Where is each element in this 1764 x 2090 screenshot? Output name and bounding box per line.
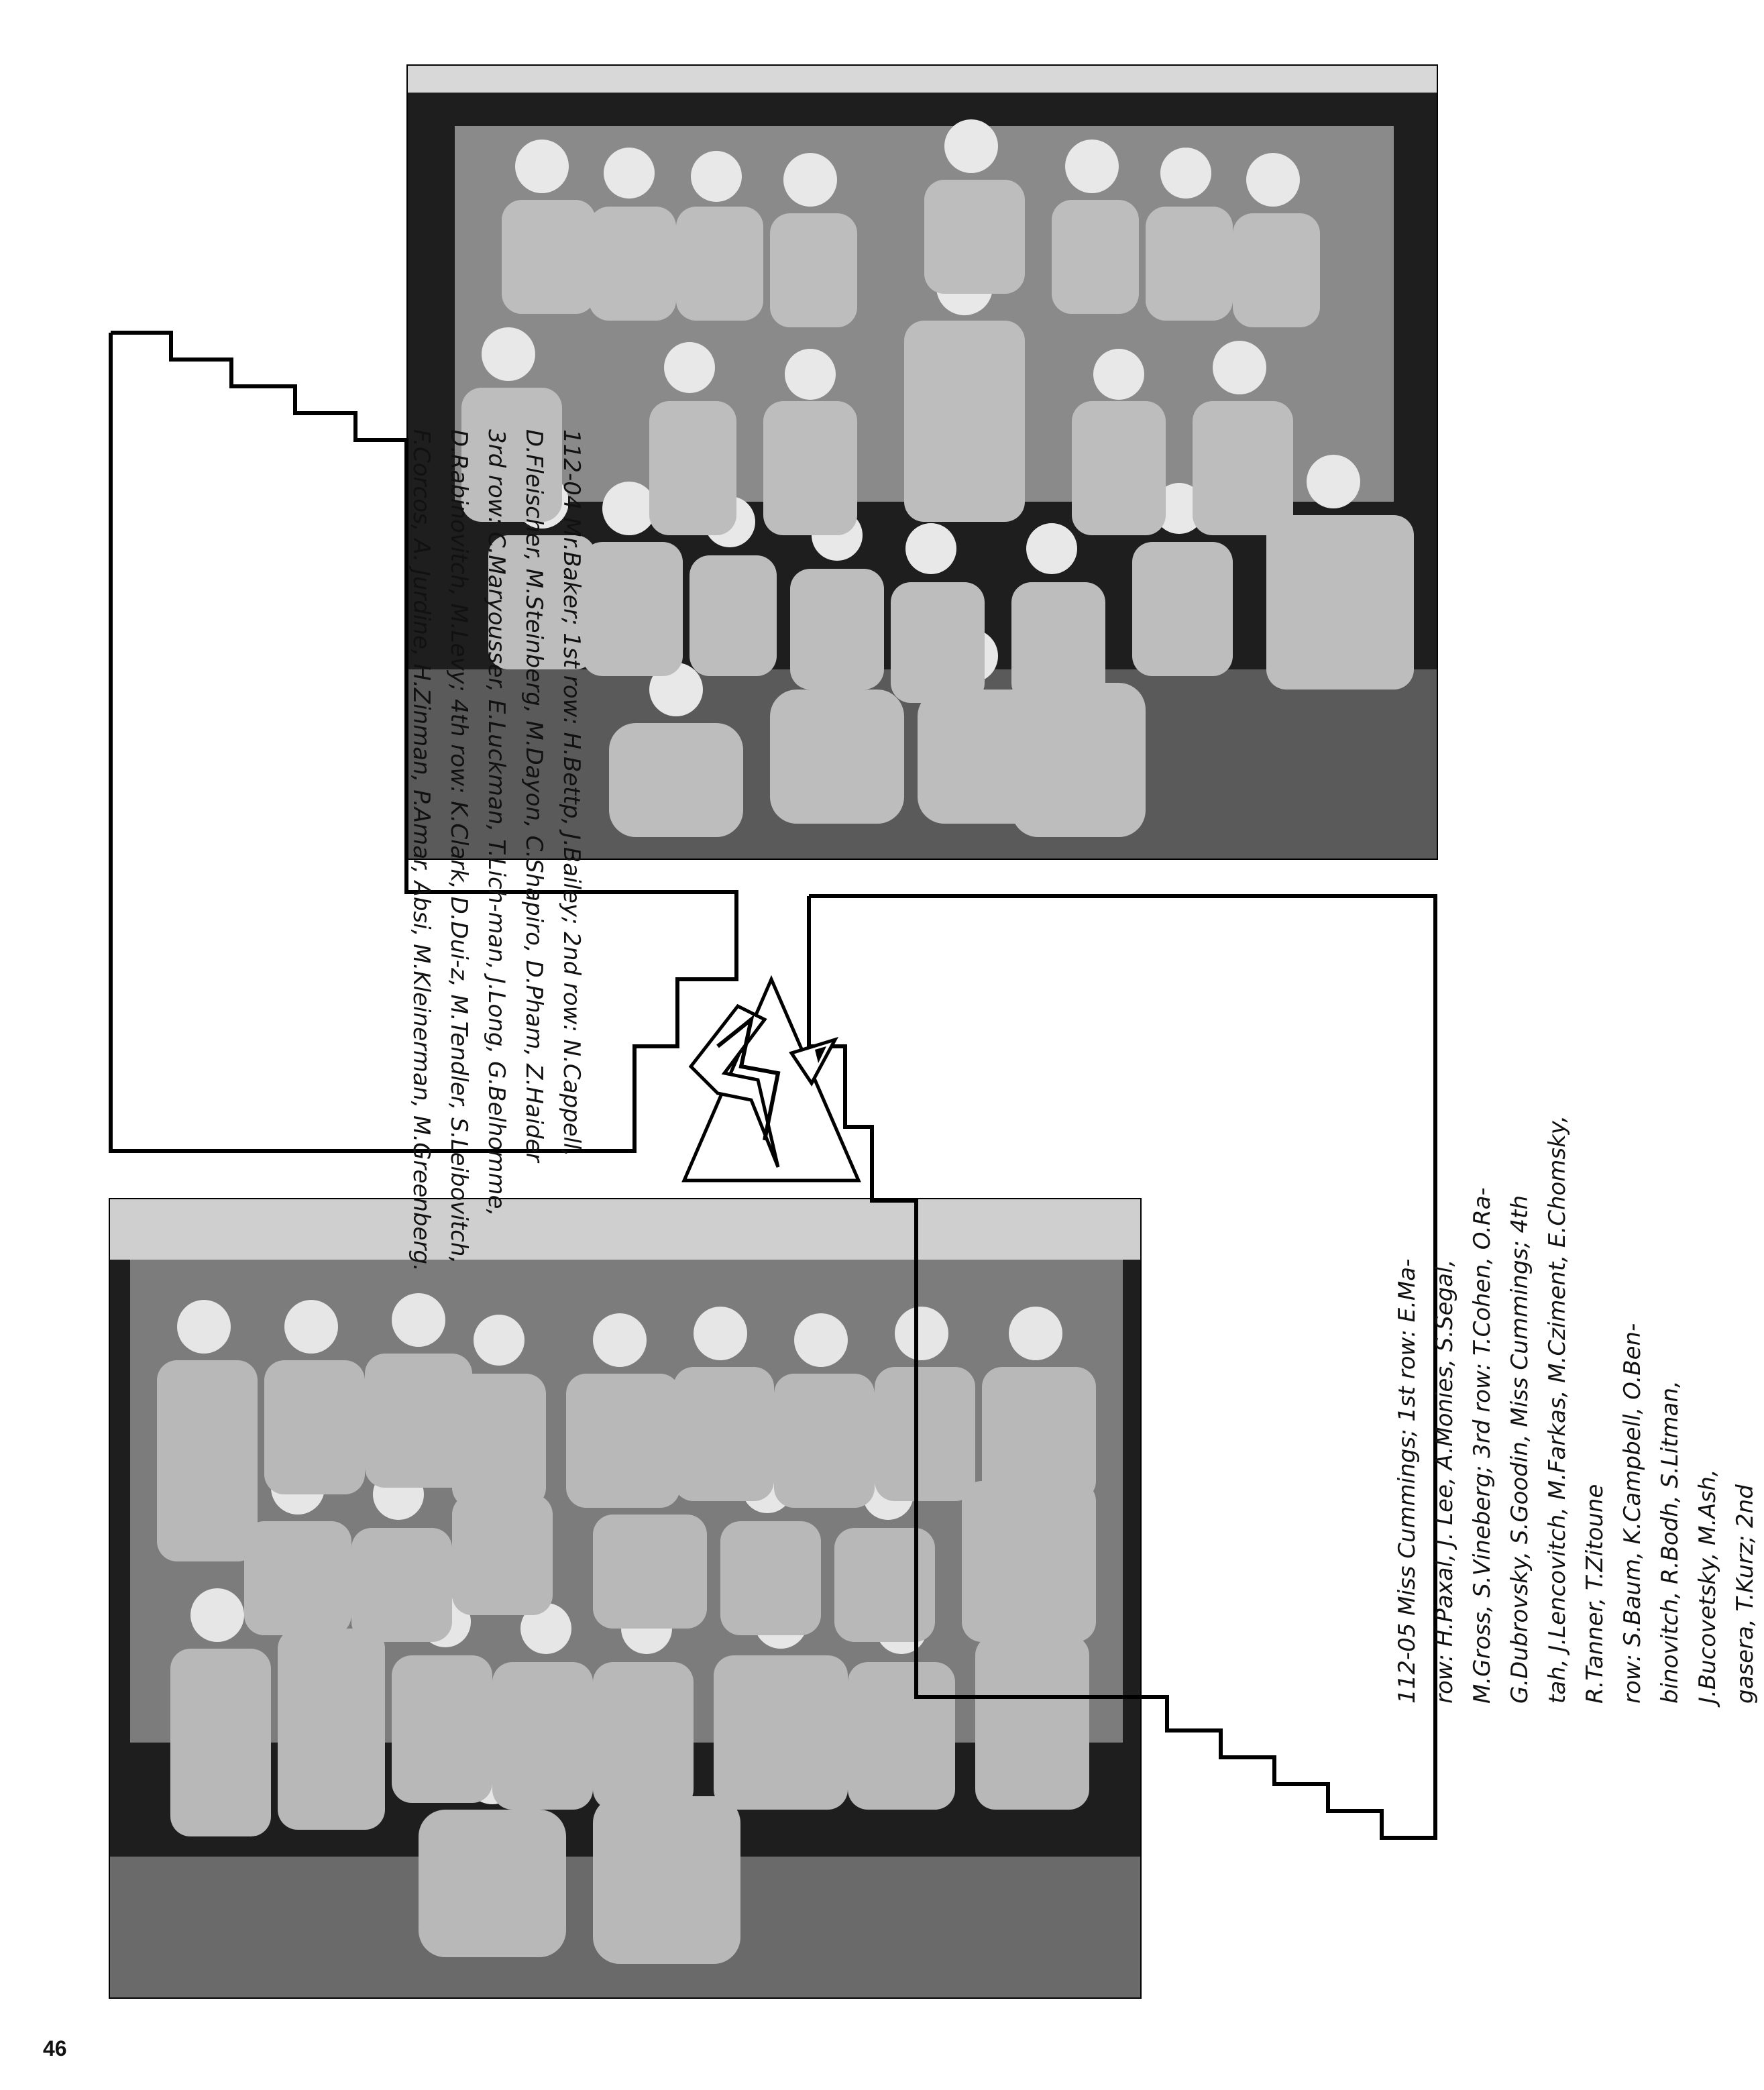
- caption-line: G.Dubrovsky, S.Goodin, Miss Cummings; 4th: [1506, 1195, 1533, 1704]
- caption-line: binovitch, R.Bodh, S.Litman,: [1657, 1380, 1684, 1704]
- caption-line: F.Corcos, A. Jurdine, H.Zinman, P.Amar, Absi, M.Kleinerman, M.Greenberg.: [408, 429, 435, 1272]
- caption-line: J.Bucovetsky, M.Ash,: [1694, 1469, 1721, 1704]
- page-number: 46: [43, 2036, 67, 2060]
- caption-line: M.Gross, S.Vineberg; 3rd row: T.Cohen, O.Ra-: [1469, 1187, 1496, 1704]
- caption-line: R.Tanner, T.Zitoune: [1582, 1484, 1608, 1704]
- caption-line: 112-05 Miss Cummings; 1st row: E.Ma-: [1394, 1258, 1421, 1704]
- caption-line: 3rd row: C.Maryousser, E.Luckman, T.Lich-man, J.Long, G.Belhomme,: [483, 429, 510, 1217]
- caption-line: D.Fleischer, M.Steinberg, M.Dayon, C.Shapiro, D.Pham, Z.Haider: [520, 429, 547, 1162]
- caption-line: 112-04 Mr.Baker; 1st row: H.Bettp, J.Bailey; 2nd row: N.Cappell,: [558, 429, 585, 1157]
- caption-line: D.Rabinovitch, M.Levy; 4th row: K.Clark, D.Dui-z, M.Tendler, S.Leibovitch,: [445, 429, 472, 1264]
- caption-line: tah, J.Lencovitch, M.Farkas, M.Cziment, E.Chomsky,: [1544, 1115, 1571, 1704]
- caption-line: row: S.Baum, K.Campbell, O.Ben-: [1619, 1323, 1646, 1704]
- caption-line: row: H.Paxal, J. Lee, A.Monies, S.Segal,: [1431, 1259, 1458, 1704]
- class-photo-112-05: [109, 1198, 1142, 1999]
- caption-line: gasera, T.Kurz; 2nd: [1732, 1484, 1759, 1704]
- triangle-logo-icon: [677, 966, 865, 1194]
